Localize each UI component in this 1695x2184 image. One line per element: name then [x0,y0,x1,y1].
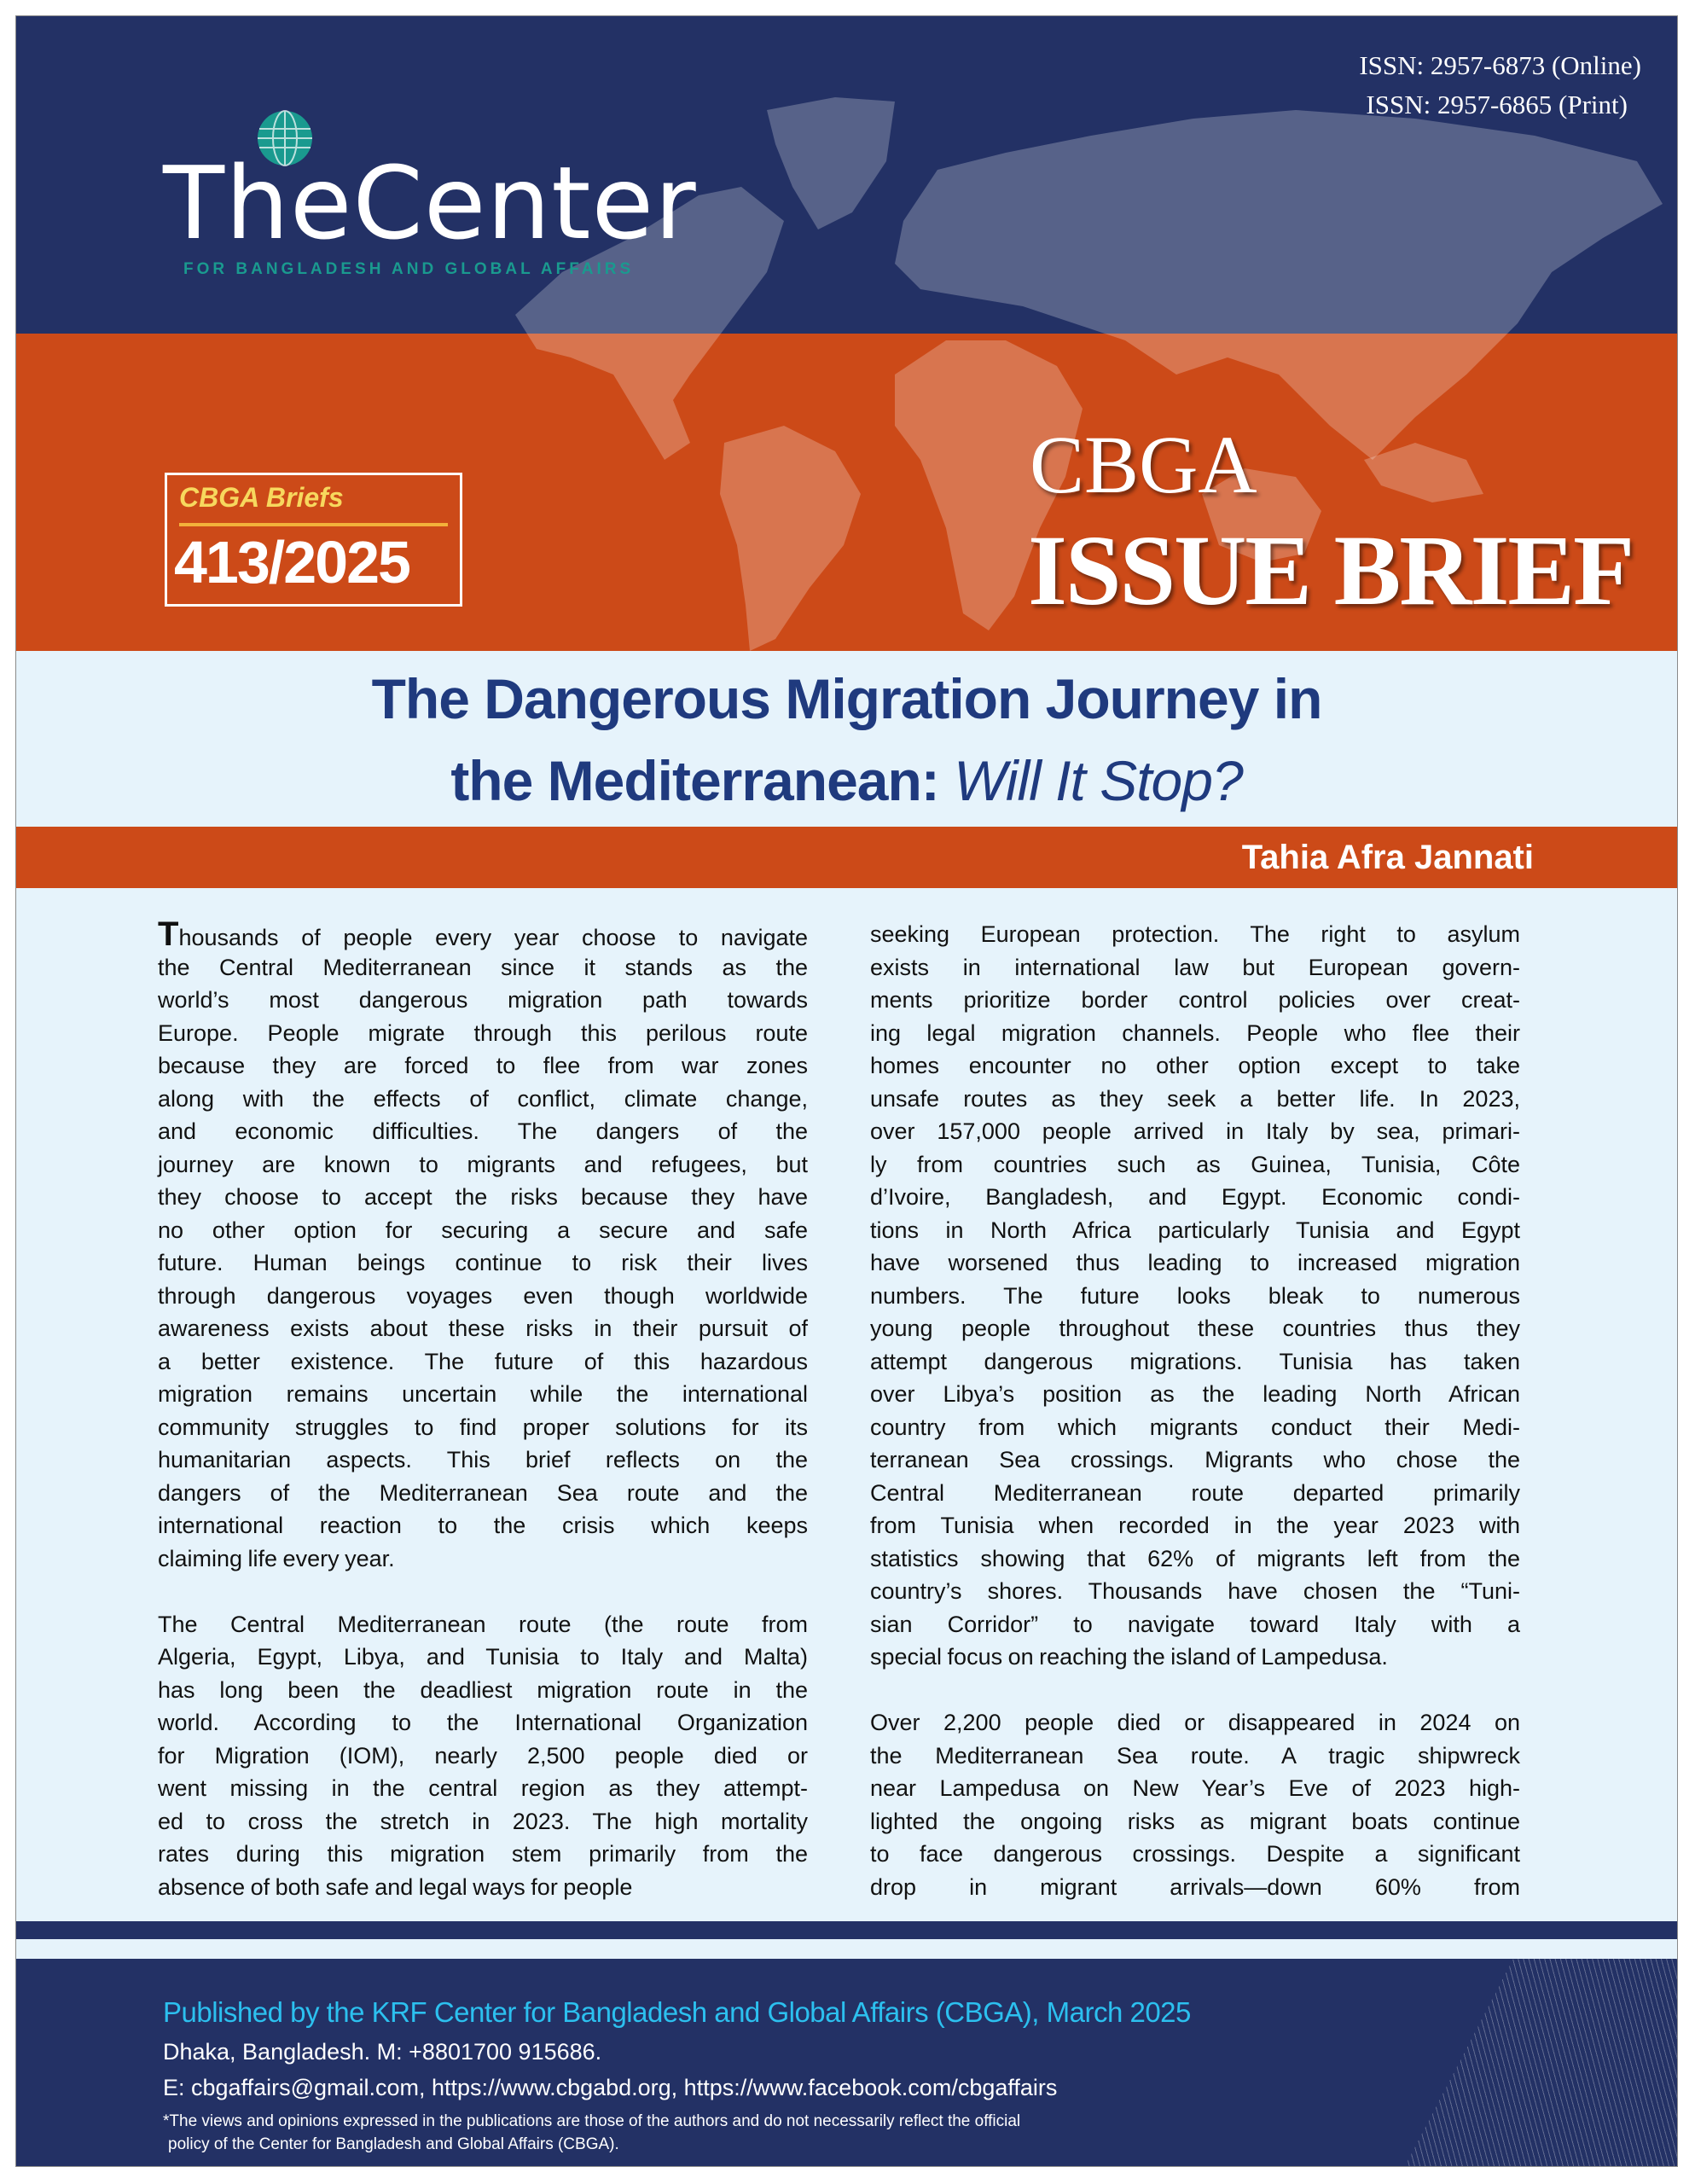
issn-print: ISSN: 2957-6865 (Print) [1366,90,1628,119]
body-text-line: claiming life every year. [158,1545,395,1571]
body-text-line: young people throughout these countries thus they [870,1316,1520,1341]
body-text-line: went missing in the central region as they attempt- [158,1775,808,1801]
body-text-line: over 157,000 people arrived in Italy by sea, primari- [870,1118,1520,1144]
body-text-line: the Mediterranean Sea route. A tragic shipwreck [870,1742,1520,1769]
body-text-line: sian Corridor” to navigate toward Italy with a [870,1611,1520,1637]
body-text-line: ments prioritize border control policies over creat- [870,987,1520,1013]
body-text-line: statistics showing that 62% of migrants left from the [870,1545,1520,1571]
issue-brief-page [15,15,1678,2167]
body-text-line: ed to cross the stretch in 2023. The high mortality [158,1808,808,1834]
body-text-line: Algeria, Egypt, Libya, and Tunisia to Italy and Malta) [158,1644,808,1670]
body-text-line [158,915,808,953]
body-text-line: rates during this migration stem primarily from the [158,1841,808,1867]
title-line-1: The Dangerous Migration Journey in [371,667,1322,730]
body-text-line: country’s shores. Thousands have chosen the “Tuni- [870,1578,1520,1604]
contact-line: E: cbgaffairs@gmail.com, https://www.cbgabd.org, https://www.facebook.com/cbgaffairs [163,2075,1058,2100]
disclaimer-line-2: policy of the Center for Bangladesh and Global Affairs (CBGA). [168,2135,619,2153]
body-text-line: world’s most dangerous migration path towards [158,987,808,1013]
greenland-shape [767,97,895,229]
footer-hatch-decoration [1404,1959,1677,2167]
body-text-line: homes encounter no other option except to take [870,1053,1520,1078]
body-text-line: lighted the ongoing risks as migrant boats continue [870,1808,1520,1834]
title-line-2-question: Will It Stop? [954,749,1243,812]
body-text-line: drop in migrant arrivals—down 60% from [870,1873,1520,1900]
publication-footer [16,1959,1677,2167]
body-text: housands of people every year choose to navigate [178,925,808,950]
body-text-line: humanitarian aspects. This brief reflects on the [158,1447,808,1472]
series-divider [179,523,448,526]
body-text-line: to face dangerous crossings. Despite a significant [870,1841,1520,1867]
body-text-line: tions in North Africa particularly Tunisia and Egypt [870,1217,1520,1243]
organization-logo-text: TheCenter [163,144,697,262]
body-text-line: has long been the deadliest migration route in the [158,1676,808,1703]
author-bar [16,827,1677,888]
body-text-line: Europe. People migrate through this perilous route [158,1019,808,1046]
body-text-line: and economic difficulties. The dangers of the [158,1118,808,1144]
body-text-line: the Central Mediterranean since it stands as the [158,954,808,980]
body-text-line: Central Mediterranean route departed primarily [870,1479,1520,1506]
body-text-line: ly from countries such as Guinea, Tunisia, Côte [870,1151,1520,1177]
body-text-line: migration remains uncertain while the international [158,1381,808,1407]
organization-logo-subtitle: FOR BANGLADESH AND GLOBAL AFFAIRS [183,260,635,278]
body-column-right [870,918,1520,1903]
footer-divider-stripe [16,1921,1677,1939]
article-title [16,658,1677,822]
body-text-line: future. Human beings continue to risk their lives [158,1250,808,1275]
body-text-line: through dangerous voyages even though worldwide [158,1282,808,1309]
body-text-line: terranean Sea crossings. Migrants who chose the [870,1447,1520,1472]
title-line-2-main: the Mediterranean: [450,749,939,812]
body-text-line: country from which migrants conduct their Medi- [870,1414,1520,1440]
southeast-asia-shape [1364,443,1483,502]
body-text-line: dangers of the Mediterranean Sea route and the [158,1479,808,1506]
body-text-line: journey are known to migrants and refugees, but [158,1151,808,1177]
body-text-line: from Tunisia when recorded in the year 2023 with [870,1513,1520,1538]
body-column-left [158,915,808,1903]
paragraph-gap [158,1575,808,1608]
body-text-line: absence of both safe and legal ways for people [158,1873,633,1900]
body-text-line: seeking European protection. The right to asylum [870,921,1520,947]
body-text-line: for Migration (IOM), nearly 2,500 people died or [158,1742,808,1769]
banner-cbga: CBGA [1030,419,1257,510]
banner-issue-brief: ISSUE BRIEF [1028,514,1634,626]
body-text-line: unsafe routes as they seek a better life. In 2023, [870,1085,1520,1112]
body-text-line: near Lampedusa on New Year’s Eve of 2023 high- [870,1775,1520,1801]
body-text-line: ing legal migration channels. People who flee their [870,1019,1520,1046]
body-text-line: The Central Mediterranean route (the route from [158,1611,808,1637]
body-text-line: attempt dangerous migrations. Tunisia has taken [870,1348,1520,1374]
body-text-line: d’Ivoire, Bangladesh, and Egypt. Economic condi- [870,1184,1520,1210]
brief-number: 413/2025 [174,529,409,595]
body-text-line: exists in international law but European govern- [870,954,1520,980]
drop-cap: T [158,915,179,953]
author-name: Tahia Afra Jannati [1241,839,1534,876]
series-label: CBGA Briefs [179,482,344,513]
body-text-line: international reaction to the crisis which keeps [158,1513,808,1538]
paragraph-gap [870,1674,1520,1707]
address-line: Dhaka, Bangladesh. M: +8801700 915686. [163,2039,602,2065]
body-text-line: world. According to the International Organization [158,1710,808,1735]
body-text-line: a better existence. The future of this hazardous [158,1348,808,1374]
body-text-line: have worsened thus leading to increased migration [870,1250,1520,1275]
issn-online: ISSN: 2957-6873 (Online) [1359,50,1641,80]
body-text-line: community struggles to find proper solutions for its [158,1414,808,1440]
title-line-2 [16,740,1677,822]
disclaimer [163,2110,1020,2156]
brief-number-box [165,473,462,607]
publisher-line: Published by the KRF Center for Bangladesh and Global Affairs (CBGA), March 2025 [163,1996,1191,2028]
body-text-line: special focus on reaching the island of Lampedusa. [870,1644,1388,1670]
body-text-line: they choose to accept the risks because they have [158,1184,808,1210]
body-text-line: because they are forced to flee from war zones [158,1053,808,1078]
body-text-line: over Libya’s position as the leading North African [870,1381,1520,1407]
body-text-line: Over 2,200 people died or disappeared in 2024 on [870,1710,1520,1735]
south-america-shape [720,426,861,651]
body-text-line: no other option for securing a secure and safe [158,1217,808,1243]
body-text-line: along with the effects of conflict, climate change, [158,1085,808,1112]
disclaimer-line-1: *The views and opinions expressed in the publications are those of the authors and do not necessarily reflect the official [163,2112,1021,2130]
body-text-line: numbers. The future looks bleak to numerous [870,1282,1520,1309]
body-text-line: awareness exists about these risks in their pursuit of [158,1316,808,1341]
